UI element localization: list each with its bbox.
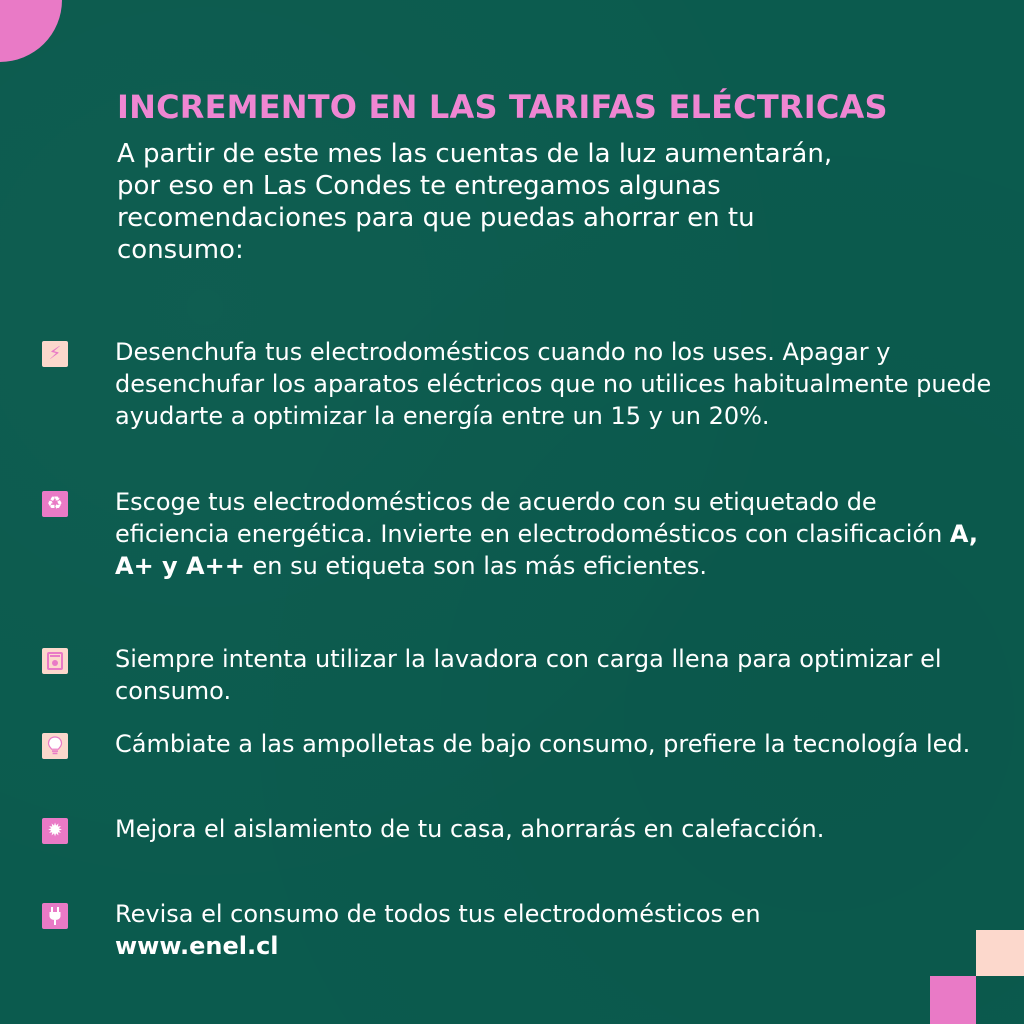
lightning-icon: ⚡︎ [42,341,68,367]
decorative-pink-circle [0,0,62,62]
decorative-pink-square [930,976,976,1024]
tip-text-after: en su etiqueta son las más eficientes. [244,552,708,580]
lightbulb-icon [42,733,68,759]
tip-text: Desenchufa tus electrodomésticos cuando no los uses. Apagar y desenchufar los aparatos eléctricos que no utilices habitualmente puede ayudarte a optimizar la energía entre un 15 y un 20%. [115,338,992,430]
tip-text-bold-rating: A, A+ y A++ [115,520,979,580]
plug-icon [42,903,68,929]
recycle-icon: ♻︎ [42,491,68,517]
sun-insulation-icon: ✹ [42,818,68,844]
tip-text-main: Revisa el consumo de todos tus electrodomésticos en [115,900,761,928]
decorative-peach-square [976,930,1024,976]
washing-machine-icon [42,648,68,674]
page-title: INCREMENTO EN LAS TARIFAS ELÉCTRICAS [117,88,888,126]
tip-text-before: Escoge tus electrodomésticos de acuerdo con su etiquetado de eficiencia energética. Invierte en electrodomésticos con clasificación [115,488,950,548]
tip-text [115,898,995,962]
tip-text: Mejora el aislamiento de tu casa, ahorrarás en calefacción. [115,815,825,843]
intro-paragraph: A partir de este mes las cuentas de la luz aumentarán, por eso en Las Condes te entregamos algunas recomendaciones para que puedas ahorrar en tu consumo: [117,139,833,265]
enel-website-link[interactable]: www.enel.cl [115,932,279,960]
tip-text: Cámbiate a las ampolletas de bajo consumo, prefiere la tecnología led. [115,730,971,758]
tip-text [115,486,995,582]
tip-text: Siempre intenta utilizar la lavadora con carga llena para optimizar el consumo. [115,645,942,705]
